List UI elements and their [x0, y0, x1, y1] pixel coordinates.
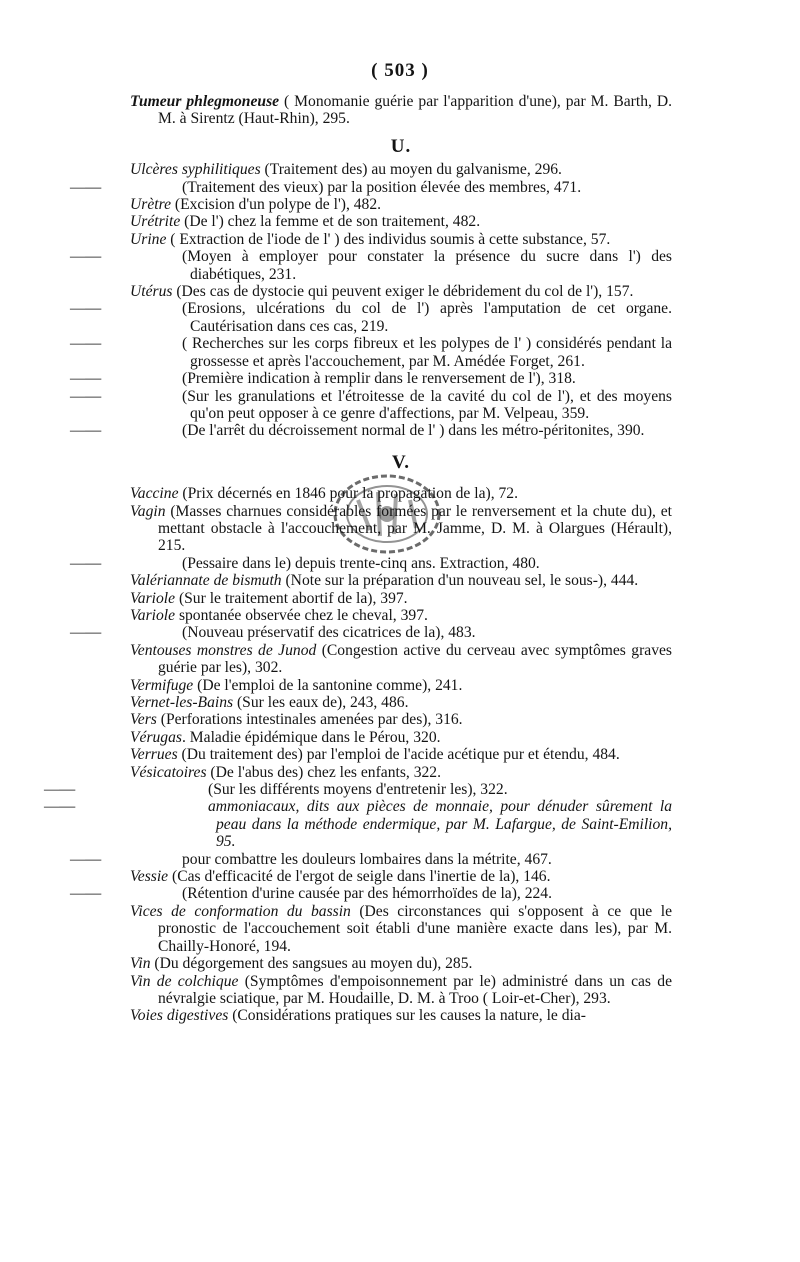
entry-text: (Sur les eaux de), 243, 486.	[233, 694, 409, 711]
index-entry	[130, 161, 672, 178]
section-letter-u: U.	[390, 135, 412, 157]
entry-text: (Sur le traitement abortif de la), 397.	[175, 589, 408, 607]
entry-dash: ——	[70, 178, 102, 196]
index-subentry	[70, 370, 672, 388]
index-entry	[130, 231, 672, 248]
index-entry	[130, 642, 672, 677]
entry-text: (De l'abus des) chez les enfants, 322.	[206, 763, 441, 781]
entry-dash: ——	[70, 554, 102, 572]
entry-dash: ——	[44, 798, 76, 816]
index-entry	[130, 590, 672, 607]
index-entry	[130, 764, 672, 781]
entry-text: (Note sur la préparation d'un nouveau sel, le sous-), 444.	[281, 572, 639, 590]
index-entry-top	[130, 93, 672, 128]
index-subentry	[70, 885, 672, 903]
entry-head: Variole	[130, 589, 176, 607]
entry-dash: ——	[70, 850, 102, 868]
index-subentry	[70, 248, 672, 283]
entry-text: (De l'emploi de la santonine comme), 241.	[193, 676, 463, 694]
section-u-entries	[70, 161, 672, 440]
index-entry	[130, 868, 672, 885]
index-entry	[130, 746, 672, 763]
entry-dash: ——	[70, 370, 102, 388]
index-entry	[130, 213, 672, 230]
entry-head: Variole	[130, 606, 176, 624]
entry-dash: ——	[70, 387, 102, 405]
index-entry	[130, 196, 672, 213]
index-entry	[130, 283, 672, 300]
entry-head: Urètre	[130, 196, 171, 214]
entry-text: (Traitement des) au moyen du galvanisme, 296.	[260, 161, 562, 179]
entry-text: (Des circonstances qui s'opposent à ce que le pronostic de l'accouchement soit établi d'une manière exacte dans les), par M. Chailly-Honoré, 194.	[158, 902, 672, 955]
entry-dash: ——	[70, 885, 102, 903]
entry-head: Valériannate de bismuth	[130, 572, 282, 590]
entry-head: Urétrite	[130, 213, 181, 231]
page-number: ( 503 )	[371, 60, 429, 81]
section-v-entries	[44, 485, 672, 1025]
index-content	[44, 93, 673, 1025]
entry-head: Vessie	[130, 868, 169, 886]
entry-text: (Considérations pratiques sur les causes la nature, le dia-	[228, 1007, 586, 1025]
entry-text: pour combattre les douleurs lombaires dans la métrite, 467.	[182, 850, 552, 868]
entry-head: Vagin	[130, 502, 166, 520]
entry-head: Vices de conformation du bassin	[130, 902, 351, 920]
index-entry	[130, 503, 672, 555]
index-subentry	[44, 781, 672, 799]
entry-text: (Masses charnues considérables formées par le renversement et la chute du), et mettant obstacle à l'accouchement, par M. Jamme, D. M. à Olargues (Hérault), 215.	[158, 502, 672, 555]
index-entry	[130, 694, 672, 711]
entry-text: (Du traitement des) par l'emploi de l'acide acétique pur et étendu, 484.	[177, 746, 620, 764]
index-subentry	[70, 554, 672, 572]
index-entry	[130, 677, 672, 694]
entry-text: (Du dégorgement des sangsues au moyen du), 285.	[150, 955, 473, 973]
entry-head: Vin	[130, 955, 151, 973]
entry-dash: ——	[70, 335, 102, 353]
index-entry	[130, 607, 672, 624]
entry-head: Vérugas	[130, 728, 182, 746]
entry-text: (Perforations intestinales amenées par des), 316.	[156, 711, 463, 729]
index-subentry	[44, 798, 672, 851]
entry-dash: ——	[70, 422, 102, 440]
entry-text: (Congestion active du cerveau avec symptômes graves guérie par les), 302.	[158, 641, 672, 677]
entry-dash: ——	[70, 300, 102, 318]
entry-text: (Excision d'un polype de l'), 482.	[171, 196, 382, 214]
entry-head: Vernet-les-Bains	[130, 694, 234, 711]
entry-dash: ——	[70, 248, 102, 266]
entry-head: Verrues	[130, 746, 178, 764]
entry-text: (De l'arrêt du décroissement normal de l' ) dans les métro-péritonites, 390.	[182, 422, 645, 440]
index-entry	[130, 903, 672, 955]
entry-text: (Moyen à employer pour constater la présence du sucre dans l') des diabétiques, 231.	[182, 248, 672, 283]
entry-text: (Erosions, ulcérations du col de l') après l'amputation de cet organe. Cautérisation dans ces cas, 219.	[182, 300, 672, 335]
entry-text: (Cas d'efficacité de l'ergot de seigle dans l'inertie de la), 146.	[168, 868, 551, 886]
entry-head: Vaccine	[130, 485, 179, 503]
index-entry	[130, 485, 672, 502]
index-subentry	[70, 300, 672, 335]
index-subentry	[70, 387, 672, 423]
entry-head: Vermifuge	[130, 676, 194, 694]
entry-text: (Sur les différents moyens d'entretenir les), 322.	[208, 781, 508, 799]
entry-text: . Maladie épidémique dans le Pérou, 320.	[181, 728, 441, 746]
index-subentry	[70, 335, 672, 370]
entry-text: ( Monomanie guérie par l'apparition d'une), par M. Barth, D. M. à Sirentz (Haut-Rhin), 295.	[158, 93, 673, 128]
entry-text: (Pessaire dans le) depuis trente-cinq ans. Extraction, 480.	[182, 554, 540, 572]
entry-text: (Sur les granulations et l'étroitesse de la cavité du col de l'), et des moyens qu'on peut opposer à ce genre d'affections, par M. Velpeau, 359.	[182, 387, 672, 422]
entry-head: Ventouses monstres de Junod	[130, 641, 317, 659]
index-subentry	[70, 850, 672, 868]
index-subentry	[70, 624, 672, 642]
entry-head: Tumeur phlegmoneuse	[130, 93, 280, 110]
section-letter-v: V.	[391, 451, 411, 473]
entry-head: Utérus	[130, 283, 173, 301]
index-subentry	[70, 178, 672, 196]
entry-text: (Rétention d'urine causée par des hémorrhoïdes de la), 224.	[182, 885, 553, 903]
index-entry	[130, 1007, 672, 1024]
entry-head: Vers	[130, 711, 157, 729]
index-entry	[130, 711, 672, 728]
entry-head: Urine	[130, 230, 167, 248]
entry-text: (Première indication à remplir dans le renversement de l'), 318.	[182, 370, 576, 388]
index-entry	[130, 973, 672, 1008]
entry-text: (De l') chez la femme et de son traitement, 482.	[180, 213, 481, 231]
entry-head: Vin de colchique	[130, 972, 239, 990]
index-subentry	[70, 422, 672, 440]
entry-head: Vésicatoires	[130, 763, 207, 781]
entry-head: Voies digestives	[130, 1007, 229, 1025]
entry-head: Ulcères syphilitiques	[130, 161, 261, 179]
entry-text: (Nouveau préservatif des cicatrices de la), 483.	[182, 624, 476, 642]
entry-text: (Symptômes d'empoisonnement par le) administré dans un cas de névralgie sciatique, par M. Houdaille, D. M. à Troo ( Loir-et-Cher), 293.	[158, 972, 672, 1007]
entry-text: ( Recherches sur les corps fibreux et les polypes de l' ) considérés pendant la grossesse et après l'accouchement, par M. Amédée Forget, 261.	[182, 335, 672, 370]
entry-dash: ——	[44, 781, 76, 799]
entry-text: ( Extraction de l'iode de l' ) des individus soumis à cette substance, 57.	[166, 230, 611, 248]
entry-text: (Prix décernés en 1846 pour la propagation de la), 72.	[178, 485, 518, 503]
index-entry	[130, 572, 672, 589]
entry-text: spontanée observée chez le cheval, 397.	[175, 606, 428, 624]
entry-text: ammoniacaux, dits aux pièces de monnaie, pour dénuder sûrement la peau dans la méthode endermique, par M. Lafargue, de Saint-Emilion, 95.	[208, 798, 672, 851]
index-entry	[130, 955, 672, 972]
entry-text: (Des cas de dystocie qui peuvent exiger le débridement du col de l'), 157.	[172, 283, 634, 301]
index-entry	[130, 729, 672, 746]
entry-text: (Traitement des vieux) par la position élevée des membres, 471.	[182, 178, 582, 196]
entry-dash: ——	[70, 624, 102, 642]
